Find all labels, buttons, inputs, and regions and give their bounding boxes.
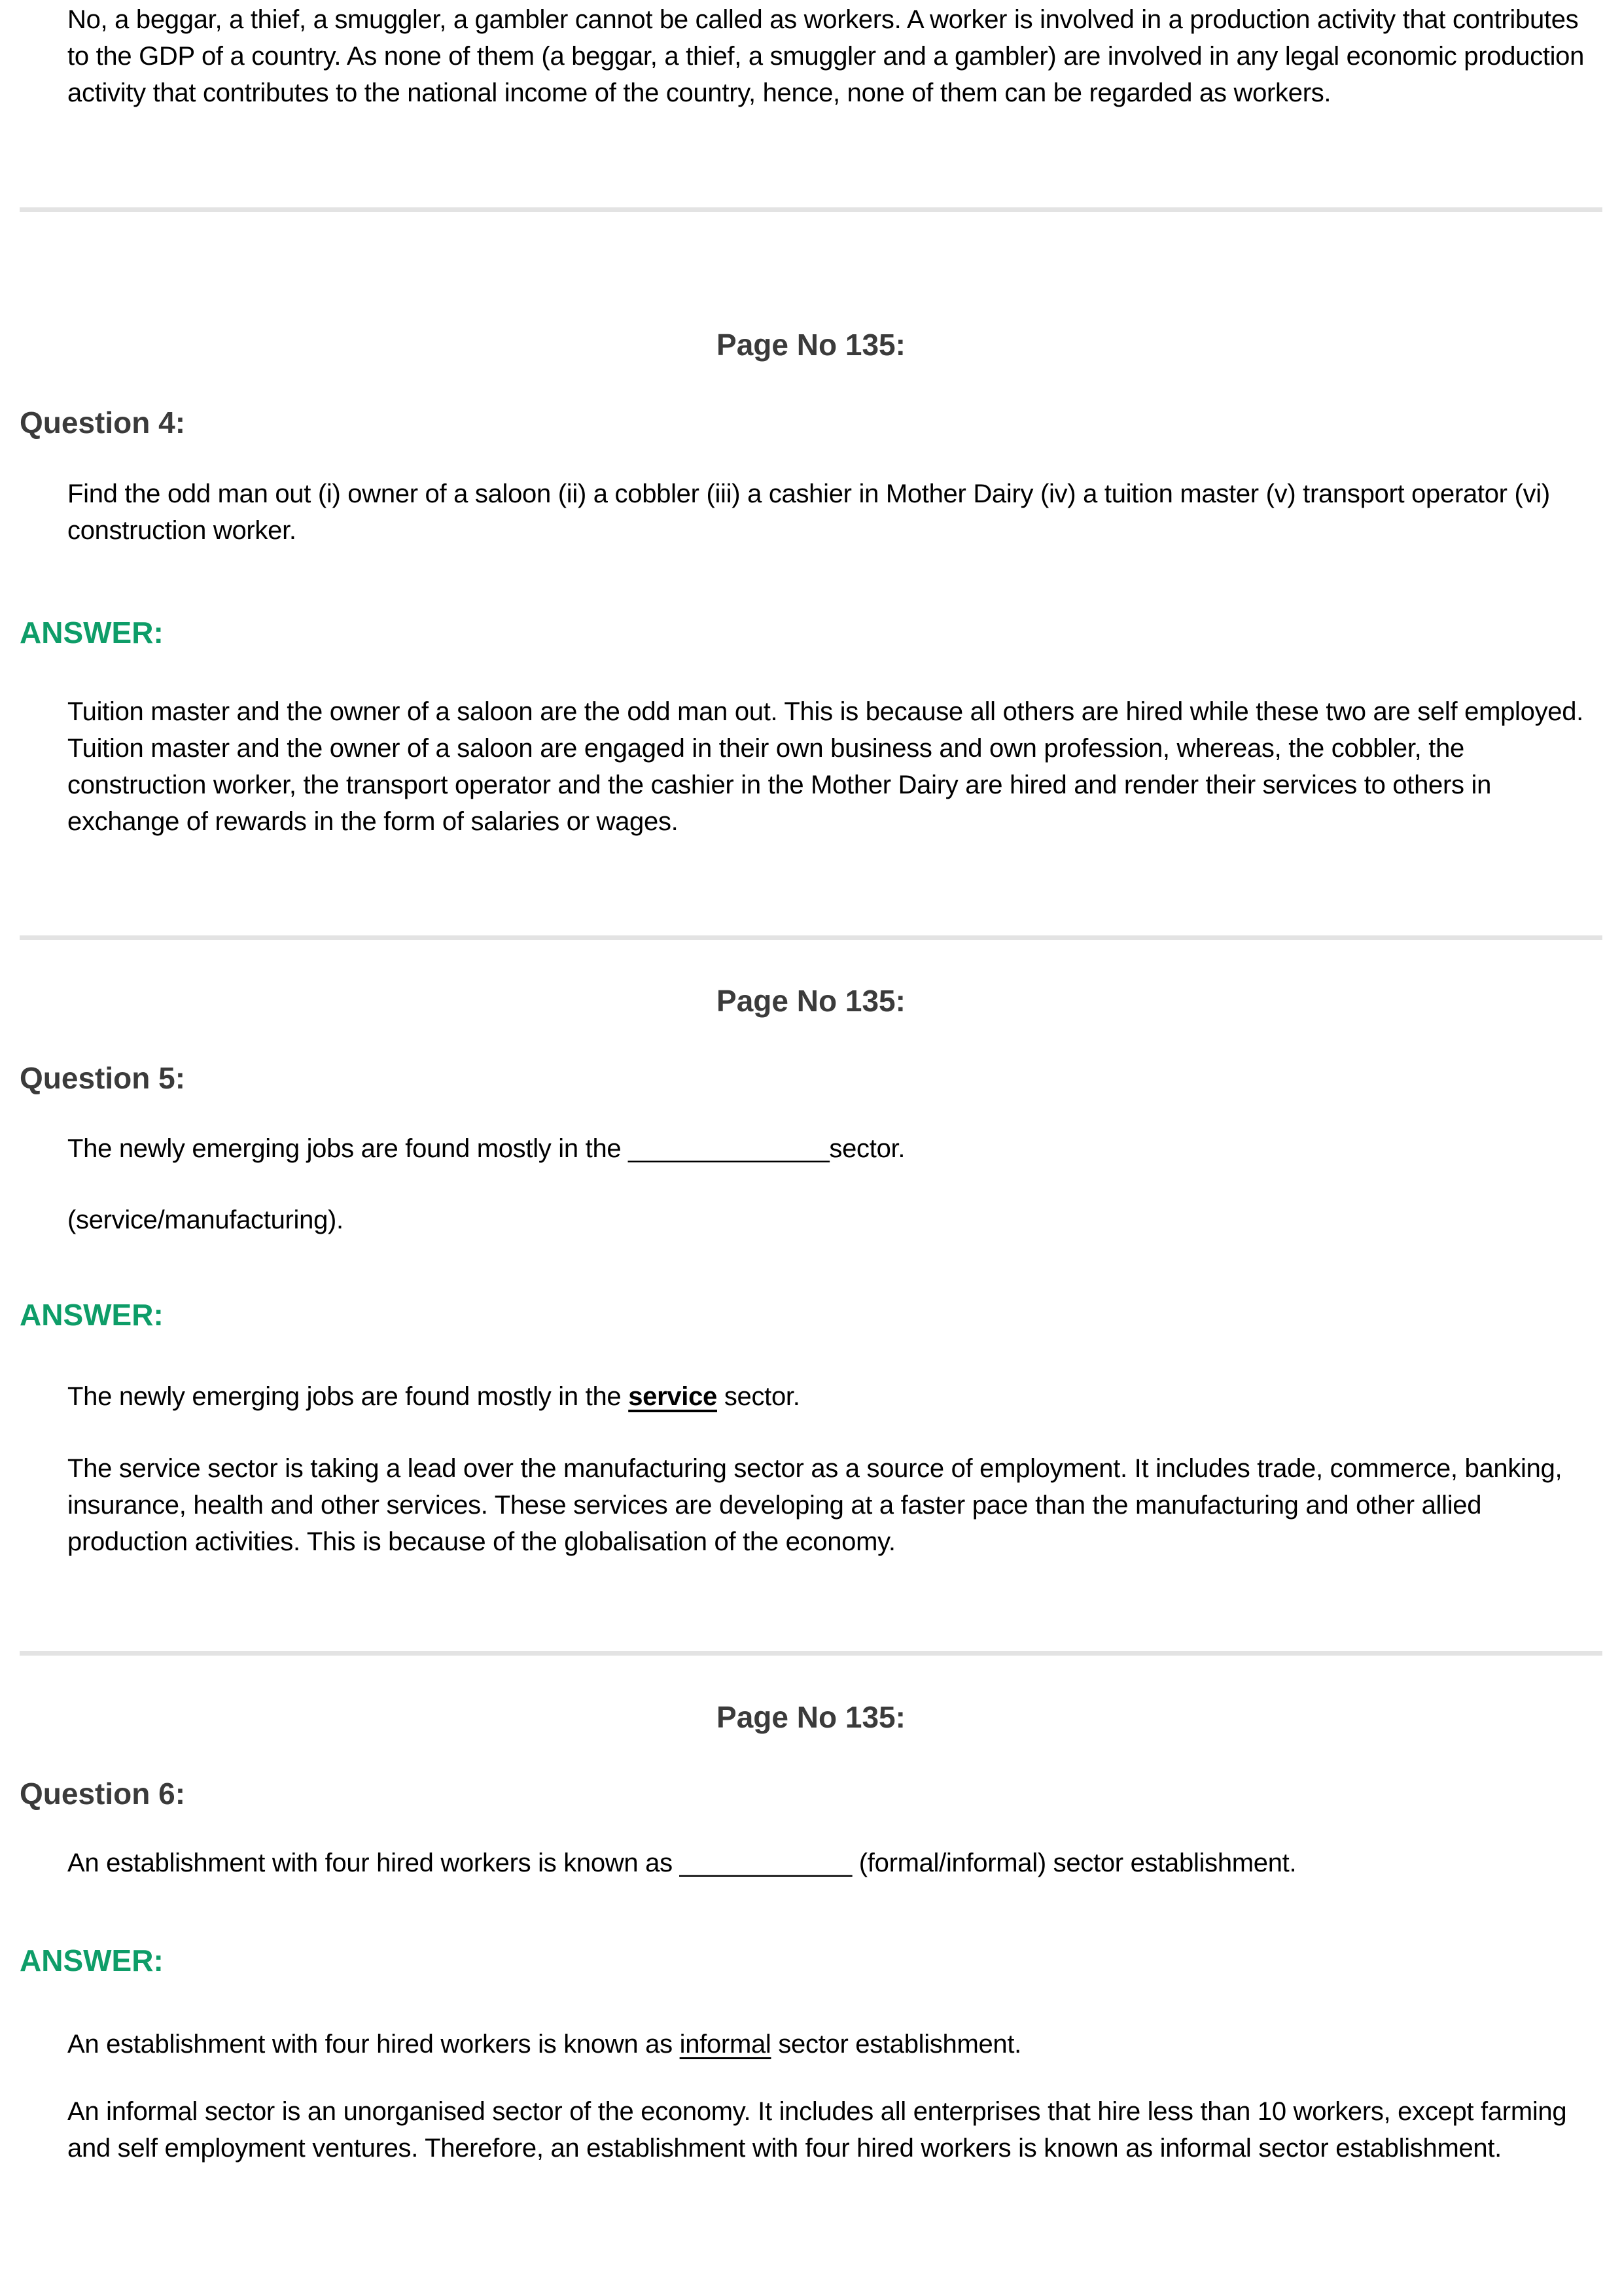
question-5-text: The newly emerging jobs are found mostly in the ______________sector.: [67, 1134, 906, 1163]
question-4-heading: Question 4:: [20, 406, 186, 440]
answer-fill-highlight: informal: [679, 2030, 771, 2059]
answer-label: ANSWER:: [20, 616, 164, 650]
answer-label: ANSWER:: [20, 1298, 164, 1332]
answer-fill-suffix: sector.: [724, 1382, 800, 1411]
question-6-text: An establishment with four hired workers is known as ____________ (formal/informal) sector establishment.: [67, 1849, 1297, 1877]
document-page: [0, 1, 1622, 2296]
answer-fill-prefix: The newly emerging jobs are found mostly in the: [67, 1382, 622, 1411]
answer-fill-suffix: sector establishment.: [778, 2030, 1021, 2059]
question-4-text: Find the odd man out (i) owner of a saloon (ii) a cobbler (iii) a cashier in Mother Dairy (iv) a tuition master (v) transport operator (vi) construction worker.: [67, 479, 1550, 545]
intro-paragraph: No, a beggar, a thief, a smuggler, a gambler cannot be called as workers. A worker is involved in a production activity that contributes to the GDP of a country. As none of them (a beggar, a thief, a smuggler and a gambler) are involved in any legal economic production activity that contributes to the national income of the country, hence, none of them can be regarded as workers.: [67, 5, 1585, 107]
question-5-answer-explanation: The service sector is taking a lead over the manufacturing sector as a source of employment. It includes trade, commerce, banking, insurance, health and other services. These services are developing at a faster pace than the manufacturing and other allied production activities. This is because of the globalisation of the economy.: [67, 1454, 1562, 1556]
section-divider: [20, 1651, 1602, 1656]
question-6-answer-line: [67, 2026, 1598, 2062]
page-number-heading: Page No 135:: [716, 328, 906, 362]
page-number-heading: Page No 135:: [716, 1700, 906, 1734]
answer-label: ANSWER:: [20, 1943, 164, 1977]
question-5-options-note: (service/manufacturing).: [67, 1206, 344, 1234]
question-6-answer-explanation: An informal sector is an unorganised sector of the economy. It includes all enterprises that hire less than 10 workers, except farming and self employment ventures. Therefore, an establishment with four hired workers is known as informal sector establishment.: [67, 2097, 1567, 2163]
answer-fill-highlight: service: [628, 1382, 717, 1411]
section-divider: [20, 935, 1602, 940]
question-5-heading: Question 5:: [20, 1061, 186, 1095]
question-6-heading: Question 6:: [20, 1777, 186, 1811]
question-4-answer-paragraph: Tuition master and the owner of a saloon are the odd man out. This is because all others are hired while these two are self employed. Tuition master and the owner of a saloon are engaged in their own business and own profession, whereas, the cobbler, the construction worker, the transport operator and the cashier in the Mother Dairy are hired and render their services to others in exchange of rewards in the form of salaries or wages.: [67, 697, 1583, 836]
page-number-heading: Page No 135:: [716, 984, 906, 1018]
section-divider: [20, 207, 1602, 212]
answer-fill-prefix: An establishment with four hired workers is known as: [67, 2030, 673, 2059]
question-5-answer-line: [67, 1378, 1598, 1415]
